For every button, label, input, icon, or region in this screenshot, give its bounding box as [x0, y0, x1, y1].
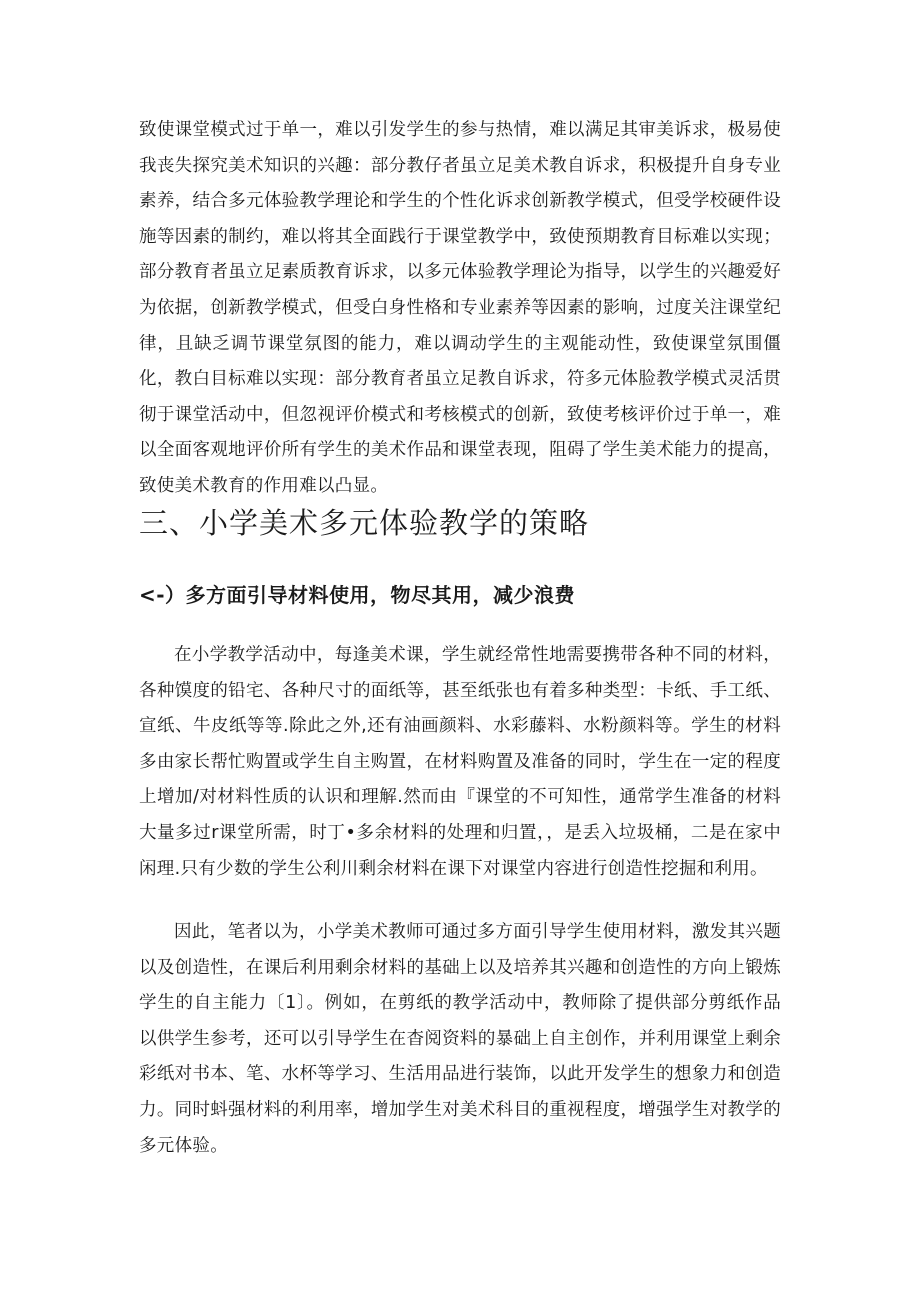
body-paragraph-2: 在小学教学活动中，每逢美术课，学生就经常性地需要携带各种不同的材料，各种馍度的铅宅、各种尺寸的面纸等，甚至纸张也有着多种类型：卡纸、手工纸、宣纸、牛皮纸等等.除此之外,还有油画颜料、水彩藤料、水粉颜料等。学生的材料多由家长帮忙购置或学生自主购置，在材料购置及准备的同时，学生在一定的程度上增加/对材料性质的认识和理解.然而由『课堂的不可知性，通常学生准备的材料大量多过r课堂所需，时丁•多余材料的处理和归置，，是丢入垃圾桶，二是在家中闲理.只有少数的学生公利川剩余材料在课下对课堂内容进行创造性挖掘和利用。: [139, 645, 781, 879]
section-heading: 三、小学美术多元体验教学的策略: [139, 506, 590, 540]
body-paragraph-3: 因此，笔者以为，小学美术教师可通过多方面引导学生使用材料，激发其兴题以及创造性，在课后利用剩余材料的基础上以及培养其兴趣和创造性的方向上锻炼学生的自主能力〔1〕。例如，在剪纸的教学活动中，教师除了提供部分剪纸作品以供学生参考，还可以引导学生在杳阅资料的暴础上自主创作，并利用课堂上剩余彩纸对书本、笔、水杯等学习、生活用品进行装饰，以此开发学生的想象力和创造力。同时蚪强材料的利用率，增加学生对美术科目的重视程度，增强学生对教学的多元体验。: [139, 922, 781, 1156]
subsection-heading: <-）多方面引导材料使用，物尽其用，减少浪费: [139, 583, 576, 607]
body-paragraph-1: 致使课堂模式过于单一，难以引发学生的参与热情，难以满足其审美诉求，极易使我丧失探究美术知识的兴趣：部分教仔者虽立足美术教自诉求，积极提升自身专业素养，结合多元体验教学理论和学生的个性化诉求创新教学模式，但受学校硬件设施等因素的制约，难以将其全面践行于课堂教学中，致使预期教育目标难以实现；部分教育者虽立足素质教育诉求，以多元体验教学理论为指导，以学生的兴趣爱好为依据，创新教学模式，但受白身性格和专业素养等因素的影响，过度关注课堂纪律，且缺乏调节课堂氛图的能力，难以调动学生的主观能动性，致使课堂氛围僵化，教白目标难以实现：部分教育者虽立足教自诉求，符多元体脸教学模式灵活贯彻于课堂活动中，但忽视评价模式和考核模式的创新，致使考核评价过于单一，难以全面客观地评价所有学生的美术作品和课堂表现，阻碍了学生美术能力的提高，致使美术教育的作用难以凸显。: [139, 120, 781, 496]
